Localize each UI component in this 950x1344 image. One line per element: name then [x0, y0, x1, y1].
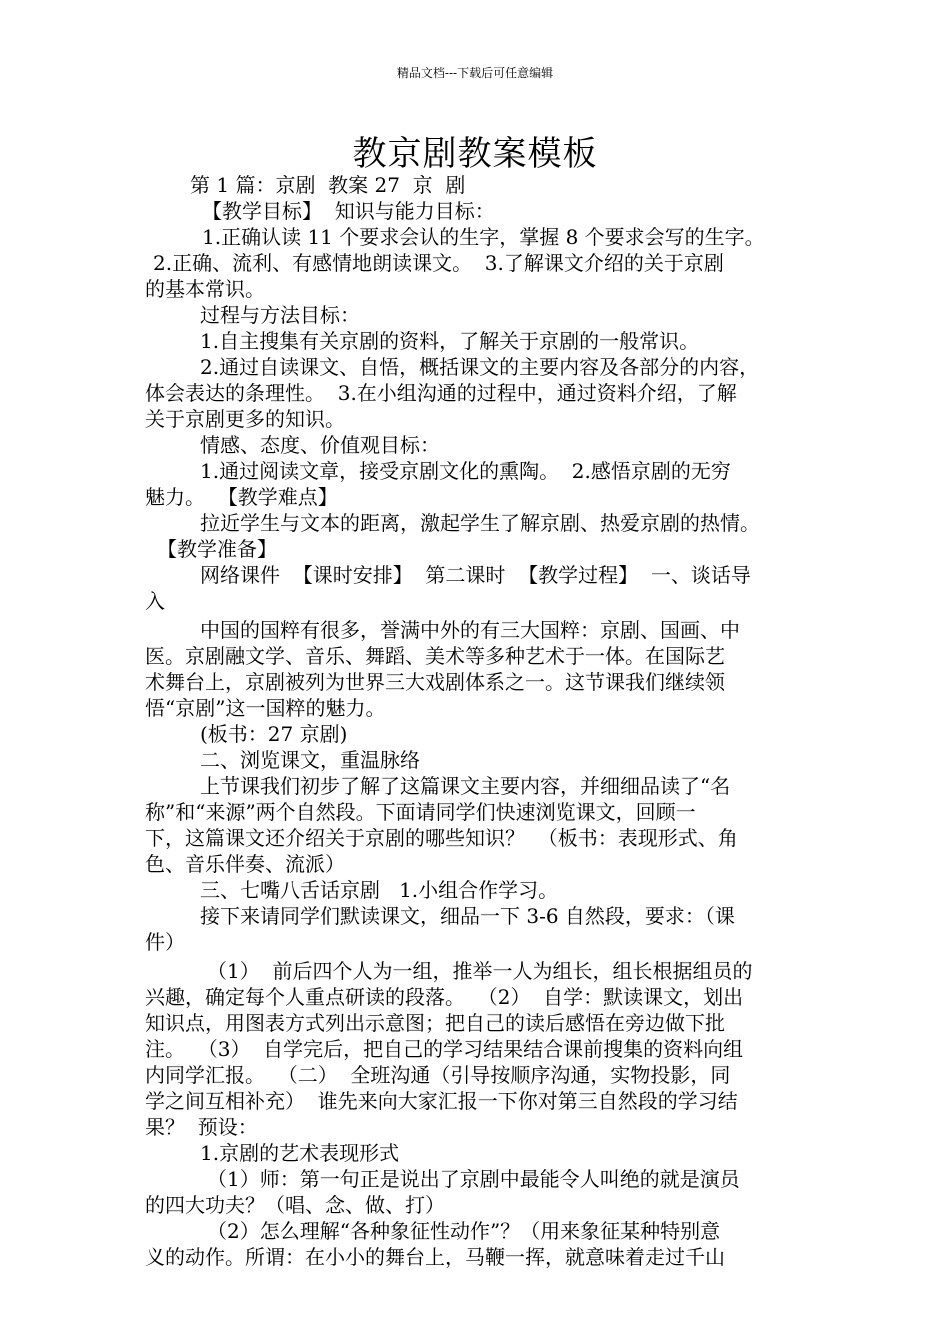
text-line: 医。京剧融文学、音乐、舞蹈、美术等多种艺术于一体。在国际艺	[145, 644, 725, 668]
text-line: 的四大功夫？（唱、念、做、打）	[145, 1193, 445, 1217]
text-line: 【教学目标】 知识与能力目标：	[202, 199, 495, 223]
text-line: 关于京剧更多的知识。	[145, 407, 345, 431]
text-line: 2.通过自读课文、自悟，概括课文的主要内容及各部分的内容，	[200, 355, 760, 379]
text-line: 件）	[145, 930, 185, 954]
text-line: 【教学准备】	[157, 537, 277, 561]
text-line: 兴趣，确定每个人重点研读的段落。 （2） 自学：默读课文，划出	[145, 985, 744, 1009]
text-line: 1.自主搜集有关京剧的资料，了解关于京剧的一般常识。	[200, 329, 700, 353]
text-line: (板书：27 京剧)	[200, 722, 348, 746]
text-line: 学之间互相补充） 谁先来向大家汇报一下你对第三自然段的学习结	[145, 1089, 738, 1113]
text-line: 网络课件 【课时安排】 第二课时 【教学过程】 一、谈话导	[200, 563, 751, 587]
text-line: 二、浏览课文，重温脉络	[200, 748, 420, 772]
text-line: 1.正确认读 11 个要求会认的生字，掌握 8 个要求会写的生字。	[202, 225, 765, 249]
text-line: 上节课我们初步了解了这篇课文主要内容，并细细品读了“名	[200, 774, 731, 798]
text-line: 色、音乐伴奏、流派）	[145, 852, 345, 876]
document-body	[145, 172, 825, 1270]
text-line: 术舞台上，京剧被列为世界三大戏剧体系之一。这节课我们继续领	[145, 670, 725, 694]
text-line: 内同学汇报。 （二） 全班沟通（引导按顺序沟通，实物投影，同	[145, 1063, 731, 1087]
text-line: 接下来请同学们默读课文，细品一下 3-6 自然段，要求：（课	[200, 904, 735, 928]
text-line: 三、七嘴八舌话京剧 1.小组合作学习。	[200, 878, 559, 902]
text-line: 入	[145, 589, 165, 613]
text-line: 过程与方法目标：	[200, 303, 360, 327]
text-line: 的基本常识。	[145, 277, 265, 301]
text-line: 知识点，用图表方式列出示意图；把自己的读后感悟在旁边做下批	[145, 1011, 725, 1035]
text-line: 中国的国粹有很多，誉满中外的有三大国粹：京剧、国画、中	[200, 618, 740, 642]
text-line: （1） 前后四个人为一组，推举一人为组长，组长根据组员的	[207, 959, 753, 983]
text-line: 1.通过阅读文章，接受京剧文化的熏陶。 2.感悟京剧的无穷	[200, 459, 731, 483]
text-line: 下，这篇课文还介绍关于京剧的哪些知识？ （板书：表现形式、角	[145, 826, 738, 850]
text-line: 第 1 篇：京剧 教案 27 京 剧	[190, 173, 466, 197]
text-line: 悟“京剧”这一国粹的魅力。	[145, 696, 386, 720]
text-line: （1）师：第一句正是说出了京剧中最能令人叫绝的就是演员	[207, 1167, 740, 1191]
text-line: 2.正确、流利、有感情地朗读课文。 3.了解课文介绍的关于京剧	[153, 251, 724, 275]
text-line: 称”和“来源”两个自然段。下面请同学们快速浏览课文，回顾一	[145, 800, 696, 824]
document-title: 教京剧教案模板	[352, 134, 598, 174]
page-header: 精品文档---下载后可任意编辑	[396, 66, 554, 80]
text-line: （2）怎么理解“各种象征性动作”？（用来象征某种特别意	[207, 1219, 721, 1243]
text-line: 体会表达的条理性。 3.在小组沟通的过程中，通过资料介绍，了解	[145, 381, 737, 405]
text-line: 果？ 预设：	[145, 1115, 258, 1139]
text-line: 义的动作。所谓：在小小的舞台上，马鞭一挥，就意味着走过千山	[145, 1245, 725, 1269]
text-line: 情感、态度、价值观目标：	[200, 433, 440, 457]
text-line: 注。 （3） 自学完后，把自己的学习结果结合课前搜集的资料向组	[145, 1037, 744, 1061]
text-line: 魅力。 【教学难点】	[145, 485, 338, 509]
text-line: 拉近学生与文本的距离，激起学生了解京剧、热爱京剧的热情。	[200, 511, 760, 535]
text-line: 1.京剧的艺术表现形式	[200, 1141, 400, 1165]
